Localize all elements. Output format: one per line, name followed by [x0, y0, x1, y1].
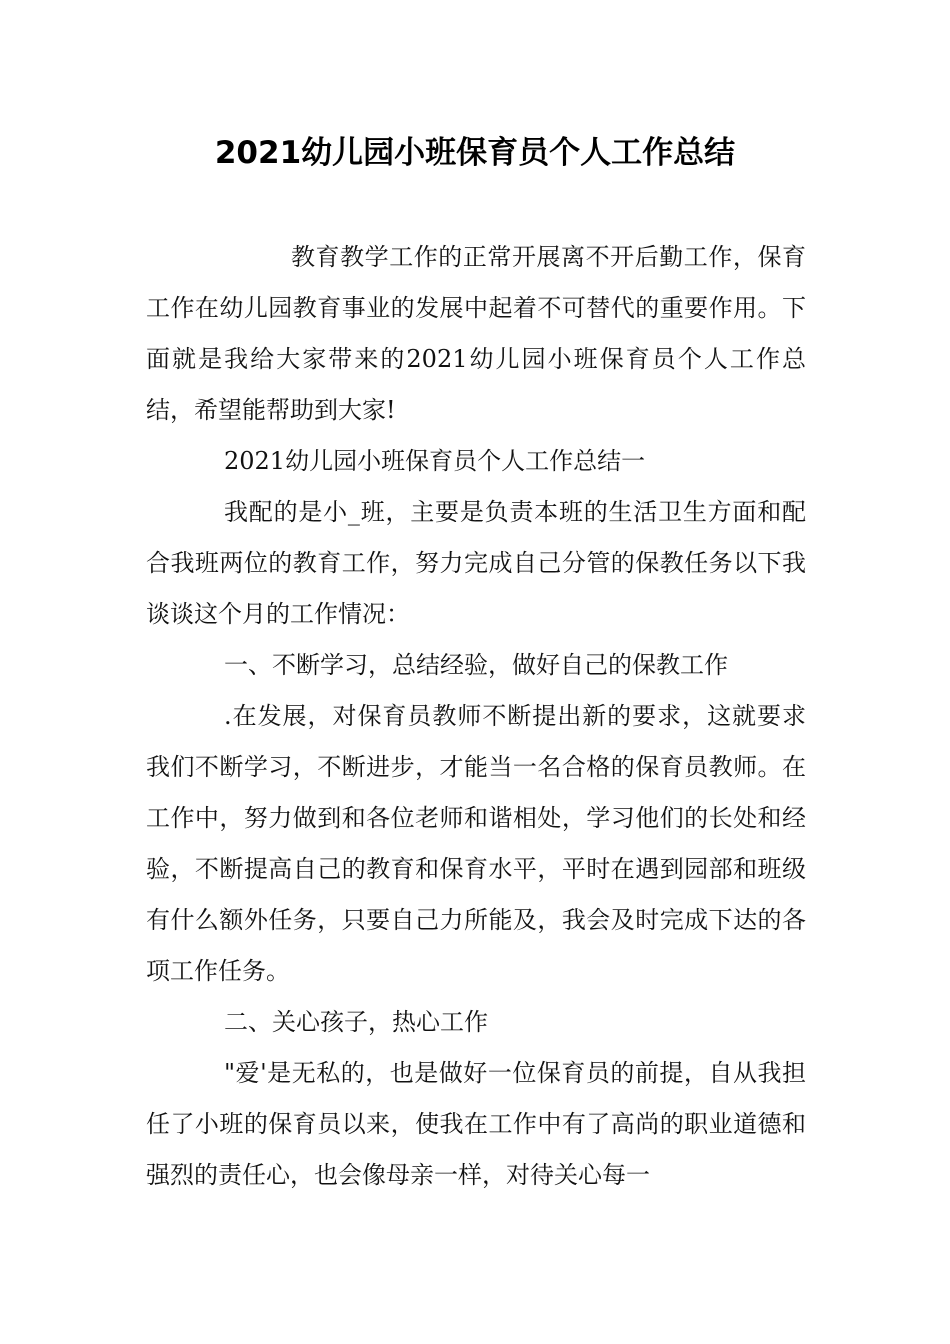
document-body: [146, 232, 806, 1201]
body-paragraph: .在发展，对保育员教师不断提出新的要求，这就要求我们不断学习，不断进步，才能当一名合格的保育员教师。在工作中，努力做到和各位老师和谐相处，学习他们的长处和经验，不断提高自己的教育和保育水平，平时在遇到园部和班级有什么额外任务，只要自己力所能及，我会及时完成下达的各项工作任务。: [146, 702, 806, 985]
document-title: 2021幼儿园小班保育员个人工作总结: [214, 135, 736, 171]
body-paragraph: "爱'是无私的，也是做好一位保育员的前提，自从我担任了小班的保育员以来，使我在工作中有了高尚的职业道德和强烈的责任心，也会像母亲一样，对待关心每一: [146, 1059, 806, 1189]
subsection-heading: 一、不断学习，总结经验，做好自己的保教工作: [224, 651, 728, 679]
section-heading: 2021幼儿园小班保育员个人工作总结一: [224, 447, 646, 475]
subsection-heading: 二、关心孩子，热心工作: [224, 1008, 488, 1036]
body-paragraph: 我配的是小_班，主要是负责本班的生活卫生方面和配合我班两位的教育工作，努力完成自己分管的保教任务以下我谈谈这个月的工作情况：: [146, 498, 806, 628]
intro-paragraph: 教育教学工作的正常开展离不开后勤工作，保育工作在幼儿园教育事业的发展中起着不可替代的重要作用。下面就是我给大家带来的2021幼儿园小班保育员个人工作总结，希望能帮助到大家!: [146, 243, 806, 424]
